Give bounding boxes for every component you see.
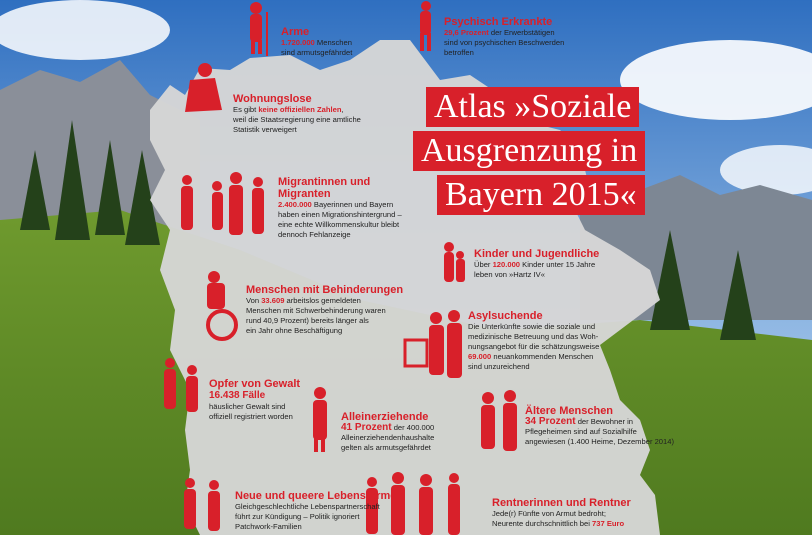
text: der Bewohner in — [575, 417, 633, 426]
text: Pflegeheimen sind auf Sozialhilfe — [525, 427, 637, 436]
stat: 34 Prozent — [525, 416, 576, 427]
text: ein Jahr ohne Beschäftigung — [246, 326, 343, 335]
text: führt zur Kündigung – Politik ignoriert — [235, 512, 360, 521]
text: Kinder unter 15 Jahre — [520, 260, 596, 269]
text: haben einen Migrationshintergrund – — [278, 210, 402, 219]
heading: Rentnerinnen und Rentner — [492, 497, 631, 509]
heading: Opfer von Gewalt — [209, 378, 301, 390]
text: häuslicher Gewalt sind — [209, 402, 286, 411]
heading: Menschen mit Behinderungen — [246, 284, 404, 296]
text: Gleichgeschlechtliche Lebenspartnerschaft — [235, 502, 380, 511]
heading: Ältere Menschen — [525, 405, 614, 417]
stat: 1.720.000 — [281, 38, 315, 47]
text: leben von »Hartz IV« — [474, 270, 545, 279]
block-alleinerziehende — [341, 411, 434, 453]
heading: Migranten — [278, 188, 331, 200]
text: eine echte Willkommenskultur bleibt — [278, 220, 400, 229]
block-wohnungslose — [233, 93, 361, 135]
heading: Arme — [281, 26, 310, 38]
block-aeltere — [525, 405, 674, 447]
text: betroffen — [444, 48, 474, 57]
text: Statistik verweigert — [233, 125, 297, 134]
heading: Wohnungslose — [233, 93, 312, 105]
block-rentner — [492, 497, 631, 529]
block-kinder — [474, 248, 599, 280]
block-arme — [281, 26, 352, 58]
text: Neurente durchschnittlich bei — [492, 519, 593, 528]
text: Es gibt — [233, 105, 259, 114]
block-asyl — [468, 310, 599, 372]
heading: Neue und queere Lebensformen — [235, 490, 404, 502]
stat: 2.400.000 — [278, 200, 312, 209]
heading: Alleinerziehende — [341, 411, 429, 423]
heading: Migrantinnen und — [278, 176, 371, 188]
stat: 737 Euro — [592, 519, 625, 528]
text: arbeitslos gemeldeten — [284, 296, 361, 305]
stat: 16.438 Fälle — [209, 390, 266, 401]
text: gelten als armutsgefährdet — [341, 443, 431, 452]
text: offiziell registriert worden — [209, 412, 293, 421]
title-line-3: Bayern 2015« — [437, 175, 645, 215]
block-migranten — [278, 176, 402, 240]
text: Bayerinnen und Bayern — [311, 200, 394, 209]
text: weil die Staatsregierung eine amtliche — [233, 115, 361, 124]
title-line-1: Atlas »Soziale — [426, 87, 639, 127]
block-gewalt — [209, 378, 300, 422]
stat: keine offiziellen Zahlen — [258, 105, 342, 114]
text: , — [341, 105, 344, 114]
block-psychisch-erkrankte — [444, 16, 564, 58]
heading: Asylsuchende — [468, 310, 543, 322]
text: Alleinerziehendenhaushalte — [341, 433, 435, 442]
heading: Kinder und Jugendliche — [474, 248, 600, 260]
title-line-2: Ausgrenzung in — [413, 131, 645, 171]
text: Patchwork-Familien — [235, 522, 302, 531]
text: neuankommenden Menschen — [491, 352, 594, 361]
stat: 41 Prozent — [341, 422, 392, 433]
text: rund 40,9 Prozent) bereits länger als — [246, 316, 369, 325]
text: angewiesen (1.400 Heime, Dezember 2014) — [525, 437, 675, 446]
text: Jede(r) Fünfte von Armut bedroht; — [492, 509, 606, 518]
text: medizinische Betreuung und das Woh- — [468, 332, 599, 341]
text: dennoch Fehlanzeige — [278, 230, 351, 239]
stat: 33.609 — [261, 296, 285, 305]
text: der 400.000 — [391, 423, 435, 432]
block-behinderung — [246, 284, 403, 336]
heading: Psychisch Erkrankte — [444, 16, 553, 28]
text: der Erwerbstätigen — [488, 28, 555, 37]
text: nungsangebot für die schätzungsweise — [468, 342, 600, 351]
stat: 69.000 — [468, 352, 492, 361]
stat: 29,6 Prozent — [444, 28, 489, 37]
text: Die Unterkünfte sowie die soziale und — [468, 322, 596, 331]
text: Von — [246, 296, 262, 305]
stat: 120.000 — [492, 260, 521, 269]
block-queer — [235, 490, 403, 532]
text: Menschen mit Schwerbehinderung waren — [246, 306, 386, 315]
text: sind unzureichend — [468, 362, 530, 371]
text: sind von psychischen Beschwerden — [444, 38, 565, 47]
text: Über — [474, 260, 493, 269]
text: Menschen — [314, 38, 352, 47]
text: sind armutsgefährdet — [281, 48, 353, 57]
